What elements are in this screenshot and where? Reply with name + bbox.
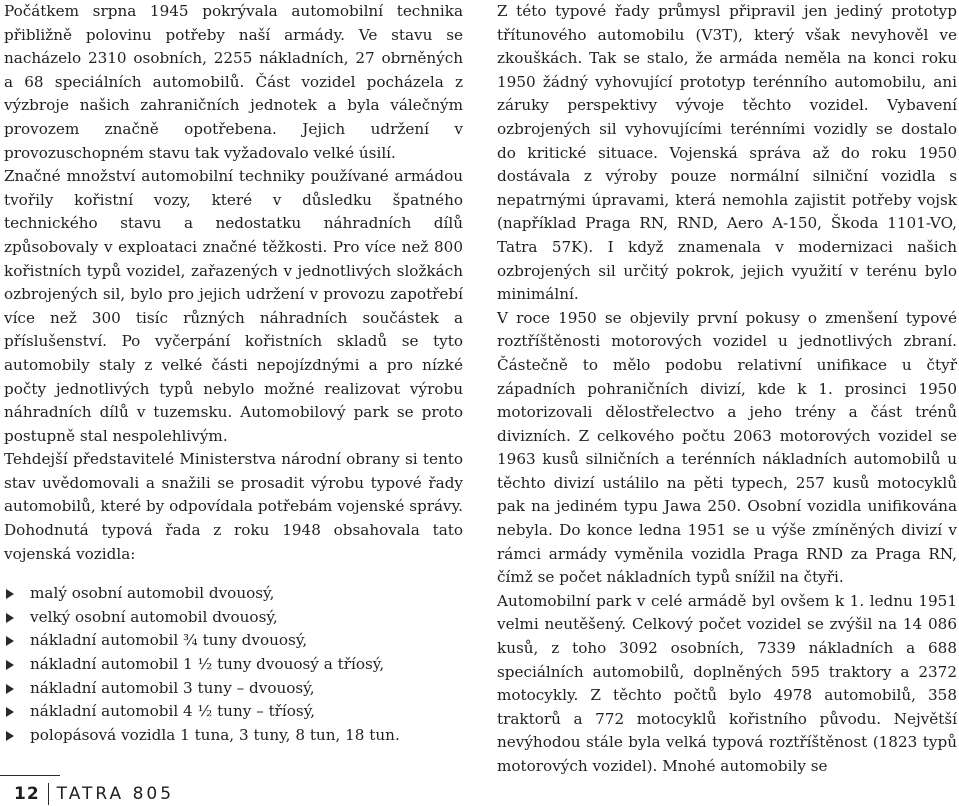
list-item xyxy=(4,606,463,630)
vehicle-type-list xyxy=(4,582,463,747)
bullet-triangle-icon xyxy=(6,636,14,646)
list-item xyxy=(4,629,463,653)
list-item xyxy=(4,724,463,748)
list-item-text: nákladní automobil 1 ½ tuny dvouosý a tříosý, xyxy=(30,655,385,674)
paragraph-type-series: Tehdejší představitelé Ministerstva národní obrany si tento stav uvědomovali a snažili se prosadit výrobu typové řady automobilů, které by odpovídala potřebám vojenské správy. Dohodnutá typová řada z roku 1948 obsahovala tato vojenská vozidla: xyxy=(4,450,463,563)
list-item-text: nákladní automobil 3 tuny – dvouosý, xyxy=(30,678,315,697)
list-item xyxy=(4,677,463,701)
paragraph-prototype: Z této typové řady průmysl připravil jen jediný prototyp třítunového automobilu (V3T), který však nevyhověl ve zkouškách. Tak se stalo, že armáda neměla na konci roku 1950 žádný vyhovující prototyp terénního automobilu, ani záruky perspektivy vývoje těchto vozidel. Vybavení ozbrojených sil vyhovujícími terénními vozidly se dostalo do kritické situace. Vojenská správa až do roku 1950 dostávala z výroby pouze normální silniční vozidla s nepatrnými úpravami, která nemohla zajistit potřeby vojsk (například Praga RN, RND, Aero A-150, Škoda 1101-VO, Tatra 57K). I když znamenala v modernizaci našich ozbrojených sil určitý pokrok, jejich využití v terénu bylo minimální. xyxy=(497,2,957,304)
paragraph-captured-vehicles: Značné množství automobilní techniky používané armádou tvořily kořistní vozy, které v důsledku špatného technického stavu a nedostatku náhradních dílů způsobovaly v exploataci značné těžkosti. Pro více než 800 kořistních typů vozidel, zařazených v jednotlivých složkách ozbrojených sil, bylo pro jejich udržení v provozu zapotřebí více než 300 tisíc různých náhradních součástek a příslušenství. Po vyčerpání kořistních skladů se tyto automobily staly z velké části nepojízdnými a pro nízké počty jednotlivých typů nebylo možné realizovat výrobu náhradních dílů v tuzemsku. Automobilový park se proto postupně stal nespolehlivým. xyxy=(4,167,463,445)
page-footer xyxy=(4,783,174,805)
page-number: 12 xyxy=(14,784,40,804)
footer-rule xyxy=(0,775,60,776)
paragraph-unification: V roce 1950 se objevily první pokusy o zmenšení typové roztříštěnosti motorových vozidel u jednotlivých zbraní. Částečně to mělo podobu relativní unifikace u čtyř západních pohraničních divizí, kde k 1. prosinci 1950 motorizovali dělostřelectvo a jeho trény a část trénů divizních. Z celkového počtu 2063 motorových vozidel se 1963 kusů silničních a terénních nákladních automobilů u těchto divizí ustálilo na pěti typech, 257 kusů motocyklů pak na jediném typu Jawa 250. Osobní vozidla unifikována nebyla. Do konce ledna 1951 se u výše zmíněných divizí v rámci armády vyměnila vozidla Praga RND za Praga RN, čímž se počet nákladních typů snížil na čtyři. xyxy=(497,308,957,587)
list-item-text: velký osobní automobil dvouosý, xyxy=(30,607,278,626)
list-item-text: nákladní automobil ¾ tuny dvouosý, xyxy=(30,631,308,650)
bullet-triangle-icon xyxy=(6,613,14,623)
list-item-text: polopásová vozidla 1 tuna, 3 tuny, 8 tun, 18 tun. xyxy=(30,725,400,744)
paragraph-intro: Počátkem srpna 1945 pokrývala automobilní technika přibližně polovinu potřeby naší armády. Ve stavu se nacházelo 2310 osobních, 2255 nákladních, 27 obrněných a 68 speciálních automobilů. Část vozidel pocházela z výzbroje našich zahraničních jednotek a byla válečným provozem značně opotřebena. Jejich udržení v provozuschopném stavu tak vyžadovalo velké úsilí. xyxy=(4,2,463,162)
list-item-text: nákladní automobil 4 ½ tuny – tříosý, xyxy=(30,702,316,721)
publication-title: TATRA 805 xyxy=(56,784,175,804)
right-text-column xyxy=(497,0,957,779)
bullet-triangle-icon xyxy=(6,731,14,741)
bullet-triangle-icon xyxy=(6,660,14,670)
list-item xyxy=(4,653,463,677)
bullet-triangle-icon xyxy=(6,707,14,717)
paragraph-vehicle-park: Automobilní park v celé armádě byl ovšem k 1. lednu 1951 velmi neutěšený. Celkový počet vozidel se zvýšil na 14 086 kusů, z toho 3092 osobních, 7339 nákladních a 688 speciálních automobilů, doplněných 595 traktory a 2372 motocykly. Z těchto počtů bylo 4978 automobilů, 358 traktorů a 772 motocyklů kořistního původu. Největší nevýhodou stále byla velká typová roztříštěnost (1823 typů motorových vozidel). Mnohé automobily se xyxy=(497,591,957,775)
bullet-triangle-icon xyxy=(6,589,14,599)
list-item-text: malý osobní automobil dvouosý, xyxy=(30,584,275,603)
bullet-triangle-icon xyxy=(6,684,14,694)
footer-divider xyxy=(48,783,49,805)
list-item xyxy=(4,582,463,606)
left-text-column xyxy=(4,0,463,747)
list-item xyxy=(4,700,463,724)
